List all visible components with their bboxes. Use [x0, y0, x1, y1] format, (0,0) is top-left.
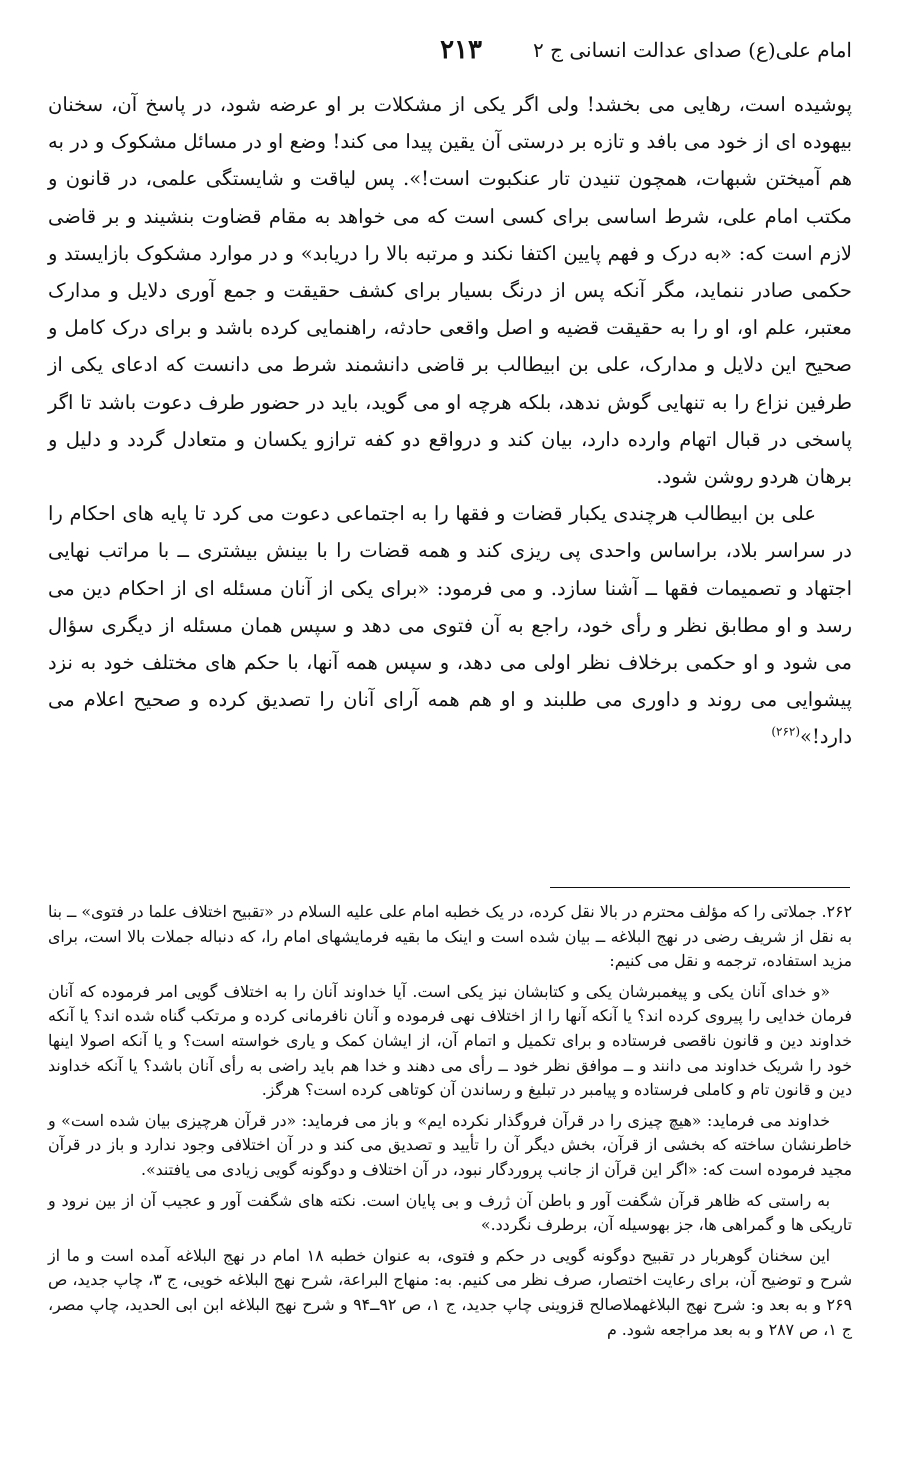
main-text [48, 86, 852, 756]
body-paragraph-1 [48, 86, 852, 495]
body-paragraph-1-text: پوشیده است، رهایی می بخشد! ولی اگر یکی از مشکلات بر او عرضه شود، در پاسخ آن، سخنان بیهوده ای از خود می بافد و تازه بر درستی آن یقین پیدا می کند! وضع او در مسائل مشکوک و در به هم آمیختن شبهات، همچون تنیدن تار عنکبوت است!». پس لیاقت و شایستگی علمی، در قانون و مکتب امام علی، شرط اساسی برای کسی است که می خواهد به مقام قضاوت بنشیند و بر قاضی لازم است که: «به درک و فهم پایین اکتفا نکند و مرتبه بالا را دریابد» و در موارد مشکوک بازایستد و حکمی صادر ننماید، مگر آنکه پس از درنگ بسیار برای کشف حقیقت و جمع آوری دلایل و مدارک معتبر، علم او، او را به حقیقت قضیه و اصل واقعی حادثه، راهنمایی کرده باشد و برای درک کامل و صحیح این دلایل و مدارک، علی بن ابیطالب بر قاضی دانشمند شرط می دانست که ادعای یکی از طرفین نزاع را به تنهایی گوش ندهد، بلکه هرچه او می گوید، باید در حضور طرف دعوت باشد تا اگر پاسخی در قبال اتهام وارده دارد، بیان کند و درواقع دو کفه ترازو یکسان و متعادل گردد و دلیل و برهان هردو روشن شود. [48, 93, 852, 489]
footnote-paragraph-1: ۲۶۲. جملاتی را که مؤلف محترم در بالا نقل کرده، در یک خطبه امام علی علیه السلام در «تقبیح اختلاف علما در فتوی» ــ بنا به نقل از شریف رضی در نهج البلاغه ــ بیان شده است و اینک ما بقیه فرمایشهای امام را، که دنباله جملات بالا است، برای مزید استفاده، ترجمه و نقل می کنیم: [48, 902, 852, 971]
footnote-divider [550, 887, 850, 888]
running-title: امام علی(ع) صدای عدالت انسانی ج ۲ [532, 38, 852, 62]
page-header [48, 28, 852, 72]
footnote-paragraph-2: «و خدای آنان یکی و پیغمبرشان یکی و کتابشان نیز یکی است. آیا خداوند آنان را به اختلاف گویی امر فرموده که آنان فرمان خدایی را پیروی کرده اند؟ یا آنکه آنها را از اختلاف نهی فرموده و آنان نافرمانی کرده و مرتکب گناه شده اند؟ یا آنکه خداوند دین و قانون ناقصی فرستاده و برای تکمیل و اتمام آن، از ایشان کمک و یاری خواسته است؟ و یا آنکه اصولا اینها خود را شریک خداوند می دانند و ــ موافق نظر خود ــ رأی می دهند و خدا هم باید راضی به رأی آنان باشد؟ یا آنکه خداوند دین و قانون تام و کاملی فرستاده و پیامبر در تبلیغ و رساندن آن کوتاهی کرده است؟ هرگز. [48, 981, 852, 1100]
footnote-paragraph-4: به راستی که ظاهر قرآن شگفت آور و باطن آن ژرف و بی پایان است. نکته های شگفت آور و عجیب آن از بین نرود و تاریکی ها و گمراهی ها، جز بهوسیله آن، برطرف نگردد.» [48, 1190, 852, 1235]
page-number: ۲۱۳ [440, 35, 482, 65]
body-paragraph-2 [48, 495, 852, 755]
footnotes-section [48, 900, 852, 1348]
body-paragraph-2-text: علی بن ابیطالب هرچندی یکبار قضات و فقها را به اجتماعی دعوت می کرد تا پایه های احکام را در سراسر بلاد، براساس واحدی پی ریزی کند و همه قضات را با بینش بیشتری ــ با مراتب نهایی اجتهاد و تصمیمات فقها ــ آشنا سازد. و می فرمود: «برای یکی از آنان مسئله ای از احکام دین می رسد و او مطابق نظر و رأی خود، راجع به آن فتوی می دهد و سپس همان مسئله از دیگری سؤال می شود و او حکمی برخلاف نظر اولی می دهد، و سپس همه آنها، با حکم های مختلف خود به نزد پیشوایی می روند و داوری می طلبند و او هم همه آرای آنان را تصدیق کرده و صحیح اعلام می دارد!» [48, 502, 852, 749]
footnote-paragraph-3: خداوند می فرماید: «هیچ چیزی را در قرآن فروگذار نکرده ایم» و باز می فرماید: «در قرآن هرچیزی بیان شده است» و خاطرنشان ساخته که بخشی از قرآن، بخش دیگر آن را تأیید و تصدیق می کند و در آن اختلافی وجود ندارد و باز در قرآن مجید فرموده است که: «اگر این قرآن از جانب پروردگار نبود، در آن اختلاف و دوگونه گویی زیادی می یافتند». [48, 1110, 852, 1179]
footnote-paragraph-5: این سخنان گوهربار در تقبیح دوگونه گویی در حکم و فتوی، به عنوان خطبه ۱۸ امام در نهج البلاغه آمده است و ما از شرح و توضیح آن، برای رعایت اختصار، صرف نظر می کنیم. به: منهاج البراعة، شرح نهج البلاغه خویی، ج ۳، چاپ جدید، ص ۲۶۹ و به بعد و: شرح نهج البلاغهملاصالح قزوینی چاپ جدید، ج ۱، ص ۹۲ــ۹۴ و شرح نهج البلاغه ابن ابی الحدید، چاپ مصر، ج ۱، ص ۲۸۷ و به بعد مراجعه شود. م [48, 1245, 852, 1339]
footnote-reference-mark: (۲۶۲) [771, 724, 801, 739]
